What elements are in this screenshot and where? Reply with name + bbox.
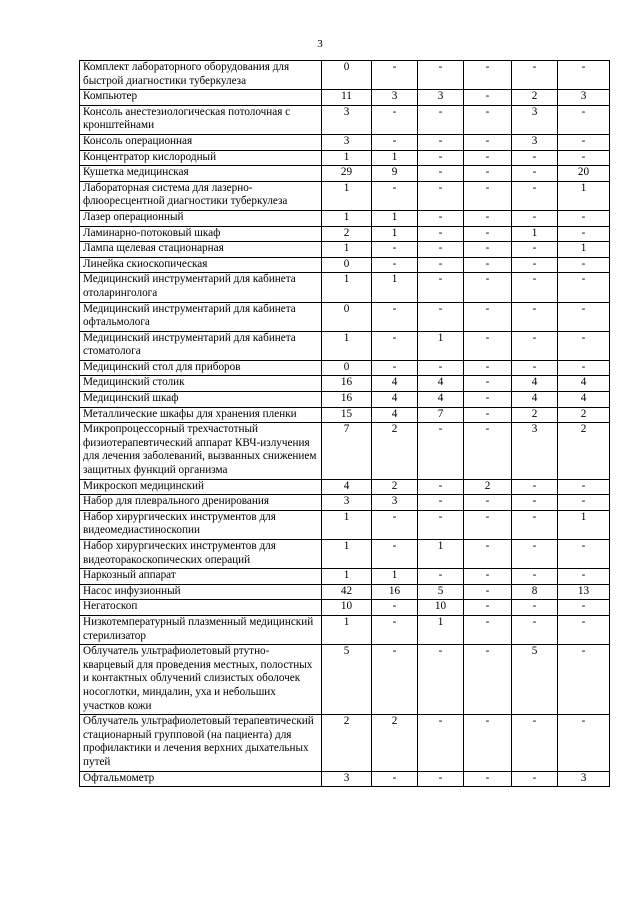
quantity-cell: 3 — [512, 105, 558, 134]
table-row — [80, 166, 610, 182]
table-row — [80, 360, 610, 376]
quantity-cell: 1 — [322, 510, 372, 539]
quantity-cell: - — [464, 407, 512, 423]
page-number: 3 — [317, 38, 323, 50]
quantity-cell: - — [464, 257, 512, 273]
quantity-cell: - — [464, 376, 512, 392]
quantity-cell: - — [558, 715, 610, 771]
quantity-cell: 11 — [322, 90, 372, 106]
quantity-cell: 4 — [372, 407, 418, 423]
table-row — [80, 61, 610, 90]
quantity-cell: - — [418, 105, 464, 134]
quantity-cell: - — [372, 242, 418, 258]
quantity-cell: - — [464, 331, 512, 360]
quantity-cell: 15 — [322, 407, 372, 423]
table-row — [80, 181, 610, 210]
quantity-cell: - — [464, 273, 512, 302]
quantity-cell: - — [418, 423, 464, 479]
equipment-name-cell: Компьютер — [80, 90, 322, 106]
table-row — [80, 771, 610, 787]
quantity-cell: - — [418, 645, 464, 715]
quantity-cell: 1 — [372, 150, 418, 166]
quantity-cell: 1 — [322, 615, 372, 644]
quantity-cell: - — [512, 273, 558, 302]
equipment-name-cell: Консоль операционная — [80, 134, 322, 150]
table-row — [80, 392, 610, 408]
quantity-cell: - — [372, 360, 418, 376]
quantity-cell: - — [418, 181, 464, 210]
table-row — [80, 495, 610, 511]
equipment-name-cell: Металлические шкафы для хранения пленки — [80, 407, 322, 423]
quantity-cell: - — [464, 134, 512, 150]
quantity-cell: - — [372, 181, 418, 210]
quantity-cell: 2 — [558, 423, 610, 479]
quantity-cell: - — [464, 771, 512, 787]
table-row — [80, 645, 610, 715]
quantity-cell: 1 — [322, 181, 372, 210]
quantity-cell: - — [512, 302, 558, 331]
table-row — [80, 134, 610, 150]
quantity-cell: 42 — [322, 584, 372, 600]
table-row — [80, 615, 610, 644]
quantity-cell: - — [464, 302, 512, 331]
quantity-cell: 4 — [418, 392, 464, 408]
quantity-cell: 4 — [558, 376, 610, 392]
table-row — [80, 715, 610, 771]
quantity-cell: - — [512, 510, 558, 539]
quantity-cell: - — [558, 645, 610, 715]
equipment-name-cell: Облучатель ультрафиолетовый терапевтический стационарный групповой (на пациента) для профилактики и лечения верхних дыхательных путей — [80, 715, 322, 771]
equipment-name-cell: Концентратор кислородный — [80, 150, 322, 166]
equipment-name-cell: Негатоскоп — [80, 600, 322, 616]
quantity-cell: - — [512, 715, 558, 771]
quantity-cell: - — [512, 771, 558, 787]
quantity-cell: 1 — [322, 273, 372, 302]
quantity-cell: - — [558, 302, 610, 331]
quantity-cell: - — [418, 242, 464, 258]
quantity-cell: 1 — [322, 569, 372, 585]
quantity-cell: 1 — [372, 210, 418, 226]
equipment-name-cell: Набор для плеврального дренирования — [80, 495, 322, 511]
quantity-cell: - — [418, 360, 464, 376]
quantity-cell: 9 — [372, 166, 418, 182]
quantity-cell: 1 — [558, 181, 610, 210]
quantity-cell: - — [464, 150, 512, 166]
quantity-cell: - — [418, 273, 464, 302]
quantity-cell: - — [418, 226, 464, 242]
quantity-cell: 2 — [322, 226, 372, 242]
quantity-cell: 2 — [372, 423, 418, 479]
equipment-table-body — [80, 61, 610, 787]
quantity-cell: - — [558, 600, 610, 616]
quantity-cell: 10 — [418, 600, 464, 616]
quantity-cell: 2 — [372, 479, 418, 495]
quantity-cell: - — [464, 495, 512, 511]
quantity-cell: 1 — [558, 242, 610, 258]
quantity-cell: 2 — [464, 479, 512, 495]
quantity-cell: 2 — [512, 90, 558, 106]
equipment-name-cell: Линейка скиоскопическая — [80, 257, 322, 273]
quantity-cell: 0 — [322, 360, 372, 376]
quantity-cell: 1 — [418, 615, 464, 644]
quantity-cell: 1 — [558, 510, 610, 539]
quantity-cell: - — [512, 150, 558, 166]
quantity-cell: - — [372, 61, 418, 90]
quantity-cell: 20 — [558, 166, 610, 182]
equipment-table — [79, 60, 610, 787]
quantity-cell: 1 — [322, 242, 372, 258]
quantity-cell: - — [464, 392, 512, 408]
quantity-cell: 3 — [558, 90, 610, 106]
quantity-cell: 8 — [512, 584, 558, 600]
quantity-cell: 1 — [372, 569, 418, 585]
quantity-cell: - — [512, 495, 558, 511]
quantity-cell: - — [512, 600, 558, 616]
table-row — [80, 273, 610, 302]
quantity-cell: 0 — [322, 257, 372, 273]
quantity-cell: 1 — [418, 540, 464, 569]
quantity-cell: - — [512, 615, 558, 644]
quantity-cell: - — [512, 181, 558, 210]
quantity-cell: 4 — [418, 376, 464, 392]
quantity-cell: - — [558, 226, 610, 242]
quantity-cell: - — [418, 569, 464, 585]
equipment-name-cell: Медицинский шкаф — [80, 392, 322, 408]
quantity-cell: 5 — [512, 645, 558, 715]
table-row — [80, 226, 610, 242]
quantity-cell: 4 — [322, 479, 372, 495]
quantity-cell: - — [512, 479, 558, 495]
quantity-cell: - — [464, 423, 512, 479]
quantity-cell: - — [372, 510, 418, 539]
equipment-name-cell: Микроскоп медицинский — [80, 479, 322, 495]
quantity-cell: - — [558, 210, 610, 226]
quantity-cell: - — [558, 150, 610, 166]
quantity-cell: - — [464, 510, 512, 539]
quantity-cell: 3 — [512, 423, 558, 479]
quantity-cell: - — [464, 242, 512, 258]
quantity-cell: 3 — [418, 90, 464, 106]
quantity-cell: 0 — [322, 302, 372, 331]
quantity-cell: - — [558, 273, 610, 302]
quantity-cell: - — [512, 360, 558, 376]
quantity-cell: 2 — [322, 715, 372, 771]
quantity-cell: - — [372, 600, 418, 616]
equipment-name-cell: Ламинарно-потоковый шкаф — [80, 226, 322, 242]
equipment-name-cell: Насос инфузионный — [80, 584, 322, 600]
quantity-cell: - — [464, 226, 512, 242]
equipment-name-cell: Офтальмометр — [80, 771, 322, 787]
quantity-cell: - — [512, 61, 558, 90]
quantity-cell: 3 — [512, 134, 558, 150]
quantity-cell: - — [464, 61, 512, 90]
table-row — [80, 584, 610, 600]
quantity-cell: 10 — [322, 600, 372, 616]
equipment-name-cell: Медицинский инструментарий для кабинета офтальмолога — [80, 302, 322, 331]
equipment-name-cell: Медицинский инструментарий для кабинета отоларинголога — [80, 273, 322, 302]
quantity-cell: - — [558, 540, 610, 569]
quantity-cell: - — [372, 540, 418, 569]
table-row — [80, 331, 610, 360]
quantity-cell: - — [558, 569, 610, 585]
quantity-cell: 29 — [322, 166, 372, 182]
quantity-cell: - — [418, 771, 464, 787]
equipment-name-cell: Медицинский инструментарий для кабинета стоматолога — [80, 331, 322, 360]
quantity-cell: 16 — [322, 376, 372, 392]
table-row — [80, 407, 610, 423]
quantity-cell: 3 — [372, 90, 418, 106]
equipment-name-cell: Медицинский стол для приборов — [80, 360, 322, 376]
quantity-cell: - — [512, 166, 558, 182]
quantity-cell: 13 — [558, 584, 610, 600]
quantity-cell: - — [418, 134, 464, 150]
quantity-cell: 1 — [322, 331, 372, 360]
quantity-cell: - — [558, 105, 610, 134]
table-row — [80, 423, 610, 479]
quantity-cell: - — [464, 90, 512, 106]
quantity-cell: 3 — [558, 771, 610, 787]
quantity-cell: 4 — [512, 392, 558, 408]
quantity-cell: - — [464, 615, 512, 644]
table-row — [80, 569, 610, 585]
quantity-cell: 16 — [322, 392, 372, 408]
quantity-cell: - — [512, 569, 558, 585]
quantity-cell: - — [558, 257, 610, 273]
quantity-cell: 2 — [372, 715, 418, 771]
table-row — [80, 479, 610, 495]
quantity-cell: - — [464, 645, 512, 715]
table-row — [80, 210, 610, 226]
quantity-cell: - — [418, 715, 464, 771]
quantity-cell: - — [372, 105, 418, 134]
quantity-cell: 1 — [322, 540, 372, 569]
quantity-cell: - — [512, 210, 558, 226]
table-row — [80, 242, 610, 258]
quantity-cell: - — [464, 181, 512, 210]
quantity-cell: - — [418, 210, 464, 226]
equipment-name-cell: Комплект лабораторного оборудования для быстрой диагностики туберкулеза — [80, 61, 322, 90]
quantity-cell: - — [464, 210, 512, 226]
quantity-cell: - — [558, 495, 610, 511]
quantity-cell: 4 — [372, 392, 418, 408]
quantity-cell: - — [464, 540, 512, 569]
table-row — [80, 105, 610, 134]
quantity-cell: - — [558, 479, 610, 495]
quantity-cell: 4 — [372, 376, 418, 392]
quantity-cell: 3 — [322, 105, 372, 134]
equipment-name-cell: Низкотемпературный плазменный медицинский стерилизатор — [80, 615, 322, 644]
quantity-cell: - — [418, 61, 464, 90]
quantity-cell: - — [372, 771, 418, 787]
quantity-cell: 1 — [512, 226, 558, 242]
quantity-cell: - — [464, 600, 512, 616]
quantity-cell: - — [464, 569, 512, 585]
quantity-cell: - — [418, 510, 464, 539]
quantity-cell: 1 — [372, 273, 418, 302]
quantity-cell: 3 — [372, 495, 418, 511]
quantity-cell: - — [372, 645, 418, 715]
quantity-cell: 5 — [322, 645, 372, 715]
quantity-cell: 5 — [418, 584, 464, 600]
table-row — [80, 302, 610, 331]
quantity-cell: 4 — [512, 376, 558, 392]
quantity-cell: - — [418, 302, 464, 331]
quantity-cell: - — [464, 166, 512, 182]
equipment-name-cell: Кушетка медицинская — [80, 166, 322, 182]
quantity-cell: - — [372, 615, 418, 644]
equipment-name-cell: Набор хирургических инструментов для видеоторакоскопических операций — [80, 540, 322, 569]
quantity-cell: - — [418, 166, 464, 182]
quantity-cell: - — [464, 105, 512, 134]
equipment-name-cell: Микропроцессорный трехчастотный физиотерапевтический аппарат КВЧ-излучения для лечения заболеваний, вызванных снижением защитных функций организма — [80, 423, 322, 479]
equipment-name-cell: Набор хирургических инструментов для видеомедиастиноскопии — [80, 510, 322, 539]
table-row — [80, 150, 610, 166]
quantity-cell: - — [464, 715, 512, 771]
quantity-cell: - — [558, 360, 610, 376]
quantity-cell: 3 — [322, 495, 372, 511]
quantity-cell: - — [464, 360, 512, 376]
equipment-name-cell: Лабораторная система для лазерно-флюоресцентной диагностики туберкулеза — [80, 181, 322, 210]
quantity-cell: - — [372, 257, 418, 273]
quantity-cell: - — [512, 331, 558, 360]
quantity-cell: - — [558, 61, 610, 90]
quantity-cell: - — [418, 257, 464, 273]
table-row — [80, 90, 610, 106]
quantity-cell: 2 — [512, 407, 558, 423]
quantity-cell: - — [512, 257, 558, 273]
quantity-cell: 1 — [322, 150, 372, 166]
equipment-name-cell: Лазер операционный — [80, 210, 322, 226]
quantity-cell: - — [372, 302, 418, 331]
quantity-cell: 7 — [418, 407, 464, 423]
equipment-name-cell: Облучатель ультрафиолетовый ртутно-кварцевый для проведения местных, полостных и контактных облучений слизистых оболочек носоглотки, миндалин, уха и небольших участков кожи — [80, 645, 322, 715]
quantity-cell: - — [418, 495, 464, 511]
quantity-cell: - — [558, 615, 610, 644]
quantity-cell: 2 — [558, 407, 610, 423]
quantity-cell: - — [372, 134, 418, 150]
quantity-cell: - — [418, 150, 464, 166]
quantity-cell: 3 — [322, 134, 372, 150]
equipment-name-cell: Медицинский столик — [80, 376, 322, 392]
quantity-cell: 7 — [322, 423, 372, 479]
table-row — [80, 257, 610, 273]
quantity-cell: - — [418, 479, 464, 495]
quantity-cell: 4 — [558, 392, 610, 408]
table-row — [80, 376, 610, 392]
quantity-cell: 0 — [322, 61, 372, 90]
quantity-cell: 3 — [322, 771, 372, 787]
equipment-name-cell: Лампа щелевая стационарная — [80, 242, 322, 258]
table-row — [80, 510, 610, 539]
quantity-cell: 1 — [322, 210, 372, 226]
quantity-cell: - — [464, 584, 512, 600]
quantity-cell: - — [372, 331, 418, 360]
table-row — [80, 540, 610, 569]
quantity-cell: 1 — [372, 226, 418, 242]
quantity-cell: - — [512, 242, 558, 258]
table-row — [80, 600, 610, 616]
quantity-cell: - — [512, 540, 558, 569]
equipment-name-cell: Консоль анестезиологическая потолочная с кронштейнами — [80, 105, 322, 134]
quantity-cell: 1 — [418, 331, 464, 360]
quantity-cell: 16 — [372, 584, 418, 600]
quantity-cell: - — [558, 331, 610, 360]
equipment-name-cell: Наркозный аппарат — [80, 569, 322, 585]
quantity-cell: - — [558, 134, 610, 150]
